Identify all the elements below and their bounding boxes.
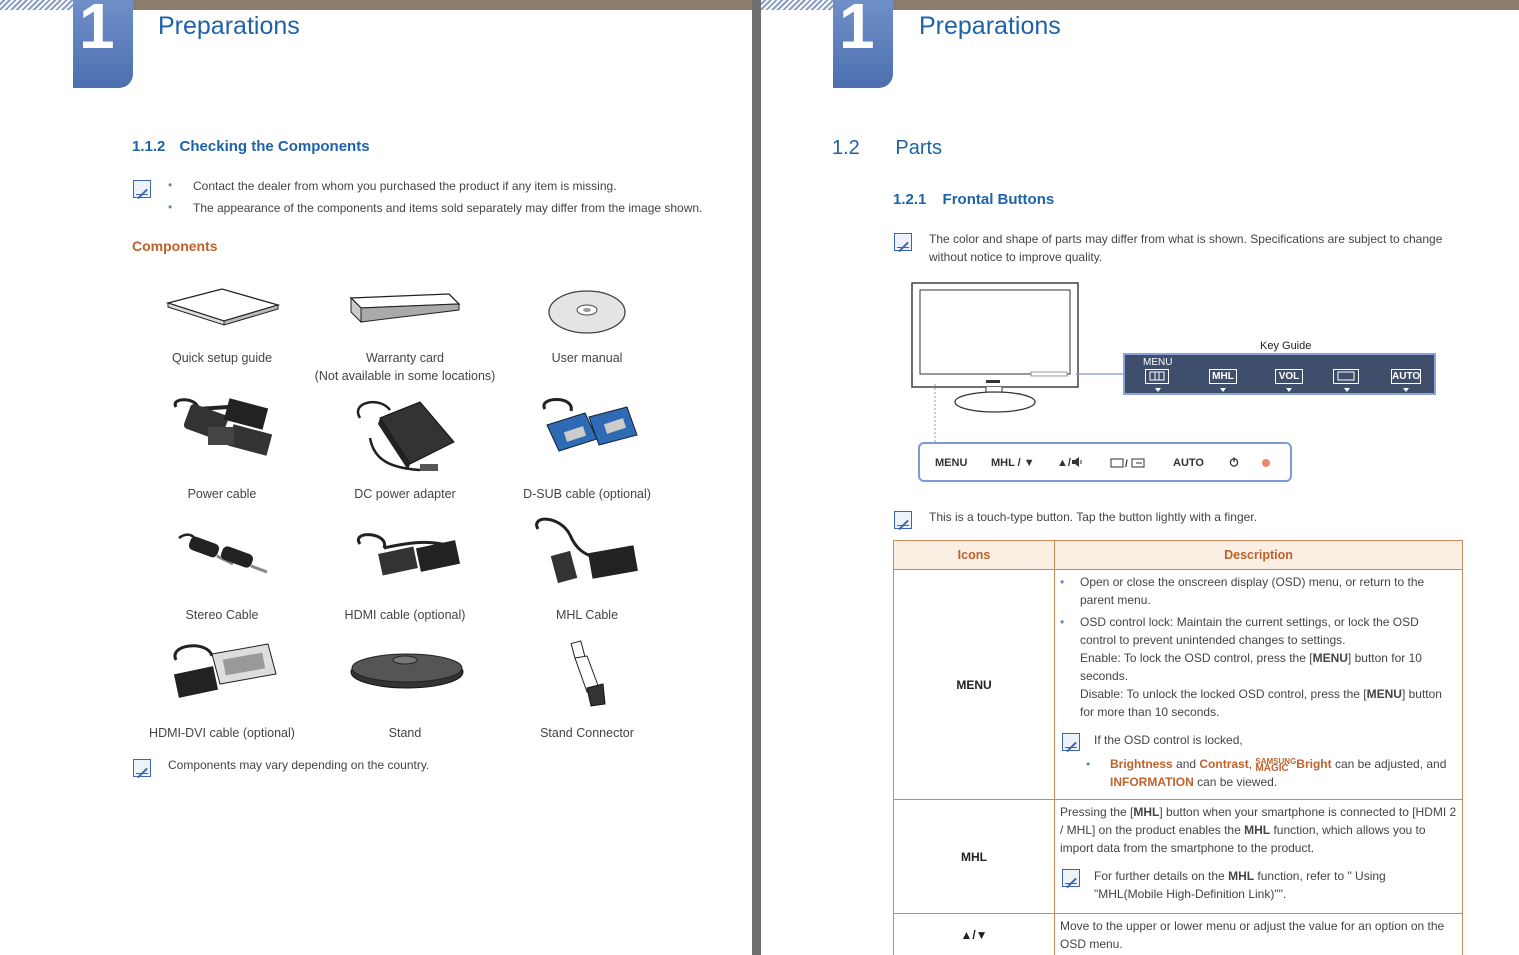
section-title: Checking the Components xyxy=(179,138,370,155)
disable-text xyxy=(1080,687,1442,719)
comma-text: , xyxy=(1248,757,1256,771)
menu-button[interactable]: MENU xyxy=(935,457,968,469)
chapter-title: Preparations xyxy=(158,12,300,40)
note-icon xyxy=(1062,869,1080,887)
list-item: • Open or close the onscreen display (OSD) menu, or return to the parent menu. xyxy=(1060,573,1457,609)
key-guide-vol: VOL xyxy=(1275,369,1303,384)
key-guide-menu-caption: MENU xyxy=(1143,357,1173,368)
note-text: The appearance of the components and items sold separately may differ from the image shown. xyxy=(193,201,703,215)
power-cable-image xyxy=(168,395,278,465)
mhl-down-button[interactable]: MHL / ▼ xyxy=(991,457,1035,469)
key-guide-auto: AUTO xyxy=(1392,371,1421,382)
table-row xyxy=(894,570,1463,800)
menu-icon-cell: MENU xyxy=(894,570,1055,800)
section-heading xyxy=(832,137,942,160)
chevron-down-icon xyxy=(1155,388,1161,392)
component-label: Power cable xyxy=(187,487,257,501)
menu-key: MENU xyxy=(1366,687,1402,701)
mhl-icon-cell: MHL xyxy=(894,800,1055,914)
mhl-key: MHL xyxy=(1228,869,1255,883)
hdmi-cable-image xyxy=(350,530,470,590)
stand-image xyxy=(345,648,470,693)
list-item xyxy=(1060,613,1457,721)
component-label: Quick setup guide xyxy=(171,351,273,365)
power-icon xyxy=(1229,457,1239,467)
right-page xyxy=(761,0,1519,955)
mhl-text: ] button when your smartphone is connected to [HDMI 2 / MHL] on the product enables the xyxy=(1060,805,1457,837)
subsection-number: 1.2.1 xyxy=(893,191,927,208)
button-description-table xyxy=(893,540,1463,955)
note-icon xyxy=(894,511,912,529)
chevron-down-icon xyxy=(1220,388,1226,392)
note-text: The color and shape of parts may differ from what is shown. Specifications are subject to change xyxy=(929,232,1443,246)
components-heading: Components xyxy=(132,238,218,254)
note-text: If the OSD control is locked, xyxy=(1094,733,1243,747)
key-guide-mhl: MHL xyxy=(1209,369,1237,384)
menu-grid-icon xyxy=(1147,370,1167,382)
stand-connector-image xyxy=(565,638,610,710)
note-text: This is a touch-type button. Tap the button lightly with a finger. xyxy=(929,510,1257,524)
component-label: Stand Connector xyxy=(540,726,634,740)
contrast-term: Contrast xyxy=(1199,757,1249,771)
component-label: Warranty card xyxy=(365,351,445,365)
mhl-cable-image xyxy=(530,515,645,595)
component-sublabel: (Not available in some locations) xyxy=(314,369,496,383)
component-label: HDMI cable (optional) xyxy=(344,608,466,622)
chevron-down-icon xyxy=(1344,388,1350,392)
d-sub-cable-image xyxy=(535,395,645,467)
magic-bottom: MAGIC xyxy=(1255,762,1289,774)
footer-note: Components may vary depending on the country. xyxy=(168,758,430,772)
hdmi-dvi-cable-image xyxy=(168,640,278,708)
note-icon xyxy=(133,180,151,198)
menu-description-cell xyxy=(1055,570,1463,800)
power-indicator-icon xyxy=(1262,459,1270,467)
key-guide-source xyxy=(1333,369,1359,384)
disable-post: ] button for more than 10 seconds. xyxy=(1080,687,1442,719)
bright-term: Bright xyxy=(1296,757,1332,771)
updown-description-cell: Move to the upper or lower menu or adjust the value for an option on the OSD menu. xyxy=(1055,914,1463,955)
component-label: Stereo Cable xyxy=(185,608,259,622)
section-number: 1.1.2 xyxy=(132,138,166,155)
table-row xyxy=(894,914,1463,955)
component-label: HDMI-DVI cable (optional) xyxy=(149,726,295,740)
note-icon xyxy=(1062,733,1080,751)
up-volume-button[interactable] xyxy=(1057,457,1083,469)
key-guide-menu-icon xyxy=(1145,369,1169,384)
mhl-key: MHL xyxy=(1244,823,1271,837)
dc-power-adapter-image xyxy=(350,398,460,476)
enable-text xyxy=(1080,651,1422,683)
chapter-badge xyxy=(73,0,133,88)
component-label: MHL Cable xyxy=(555,608,619,622)
mhl-key: MHL xyxy=(1133,805,1160,819)
viewed-text: can be viewed. xyxy=(1193,775,1278,789)
updown-icon-cell: ▲/▼ xyxy=(894,914,1055,955)
component-label: D-SUB cable (optional) xyxy=(523,487,651,501)
chapter-number: 1 xyxy=(839,0,875,62)
source-enter-icon xyxy=(1110,457,1150,469)
bullet: • xyxy=(168,200,173,214)
subsection-heading xyxy=(893,191,1054,208)
chevron-down-icon xyxy=(1286,388,1292,392)
enable-pre: Enable: To lock the OSD control, press the [ xyxy=(1080,651,1313,665)
speaker-icon xyxy=(1071,457,1083,467)
note-icon xyxy=(894,233,912,251)
information-term: INFORMATION xyxy=(1110,775,1194,789)
icons-column-header: Icons xyxy=(894,541,1055,570)
list-item xyxy=(1086,755,1457,791)
osd-lock-note xyxy=(1060,731,1457,791)
svg-text:/: / xyxy=(1125,459,1128,469)
table-header-row xyxy=(894,541,1463,570)
power-button[interactable] xyxy=(1229,457,1239,470)
note-text: For further details on the xyxy=(1094,869,1229,883)
osd-lock-text: OSD control lock: Maintain the current settings, or lock the OSD control to prevent unintended changes to settings. xyxy=(1080,615,1419,647)
source-icon xyxy=(1335,370,1357,382)
and-text: and xyxy=(1172,757,1200,771)
mhl-text: Pressing the [ xyxy=(1060,805,1134,819)
chapter-badge xyxy=(833,0,893,88)
source-enter-button[interactable] xyxy=(1110,457,1150,472)
chapter-title: Preparations xyxy=(919,12,1061,40)
key-guide-label: Key Guide xyxy=(1260,340,1312,352)
brightness-term: Brightness xyxy=(1110,757,1173,771)
chevron-down-icon xyxy=(1403,388,1409,392)
up-arrow-label: ▲/ xyxy=(1057,457,1071,469)
frontal-button-bar xyxy=(918,442,1292,482)
section-number: 1.2 xyxy=(832,137,860,159)
section-title: Parts xyxy=(895,137,943,159)
menu-key: MENU xyxy=(1312,651,1348,665)
mhl-note xyxy=(1060,867,1457,903)
mhl-description-cell xyxy=(1055,800,1463,914)
subsection-title: Frontal Buttons xyxy=(942,191,1055,208)
left-page xyxy=(0,0,752,955)
component-label: DC power adapter xyxy=(354,487,456,501)
header-stripes xyxy=(761,0,836,10)
warranty-card-image xyxy=(345,288,465,328)
bullet: • xyxy=(168,178,173,192)
header-stripes xyxy=(0,0,75,10)
enable-post: ] button for 10 seconds. xyxy=(1080,651,1422,683)
magic-top: SAMSUNG xyxy=(1255,756,1297,766)
note-icon xyxy=(133,759,151,777)
samsung-magic-logo xyxy=(1255,758,1296,772)
stereo-cable-image xyxy=(175,530,270,582)
component-label: User manual xyxy=(551,351,623,365)
description-column-header: Description xyxy=(1055,541,1463,570)
note-text: function, refer to " Using "MHL(Mobile High-Definition Link)"". xyxy=(1094,869,1386,901)
user-manual-disc-image xyxy=(545,288,630,338)
monitor-illustration xyxy=(906,280,1131,445)
mhl-text: function, which allows you to import data from the smartphone to the product. xyxy=(1060,823,1426,855)
quick-setup-guide-image xyxy=(160,285,285,330)
note-text: without notice to improve quality. xyxy=(929,250,1103,264)
auto-button[interactable]: AUTO xyxy=(1173,457,1204,469)
component-label: Stand xyxy=(388,726,422,740)
disable-pre: Disable: To unlock the locked OSD control, press the [ xyxy=(1080,687,1367,701)
section-heading xyxy=(132,138,370,155)
key-guide-panel xyxy=(1123,353,1436,395)
chapter-number: 1 xyxy=(79,0,115,62)
table-row xyxy=(894,800,1463,914)
adjusted-text: can be adjusted, and xyxy=(1331,757,1447,771)
note-text: Contact the dealer from whom you purchased the product if any item is missing. xyxy=(193,179,617,193)
